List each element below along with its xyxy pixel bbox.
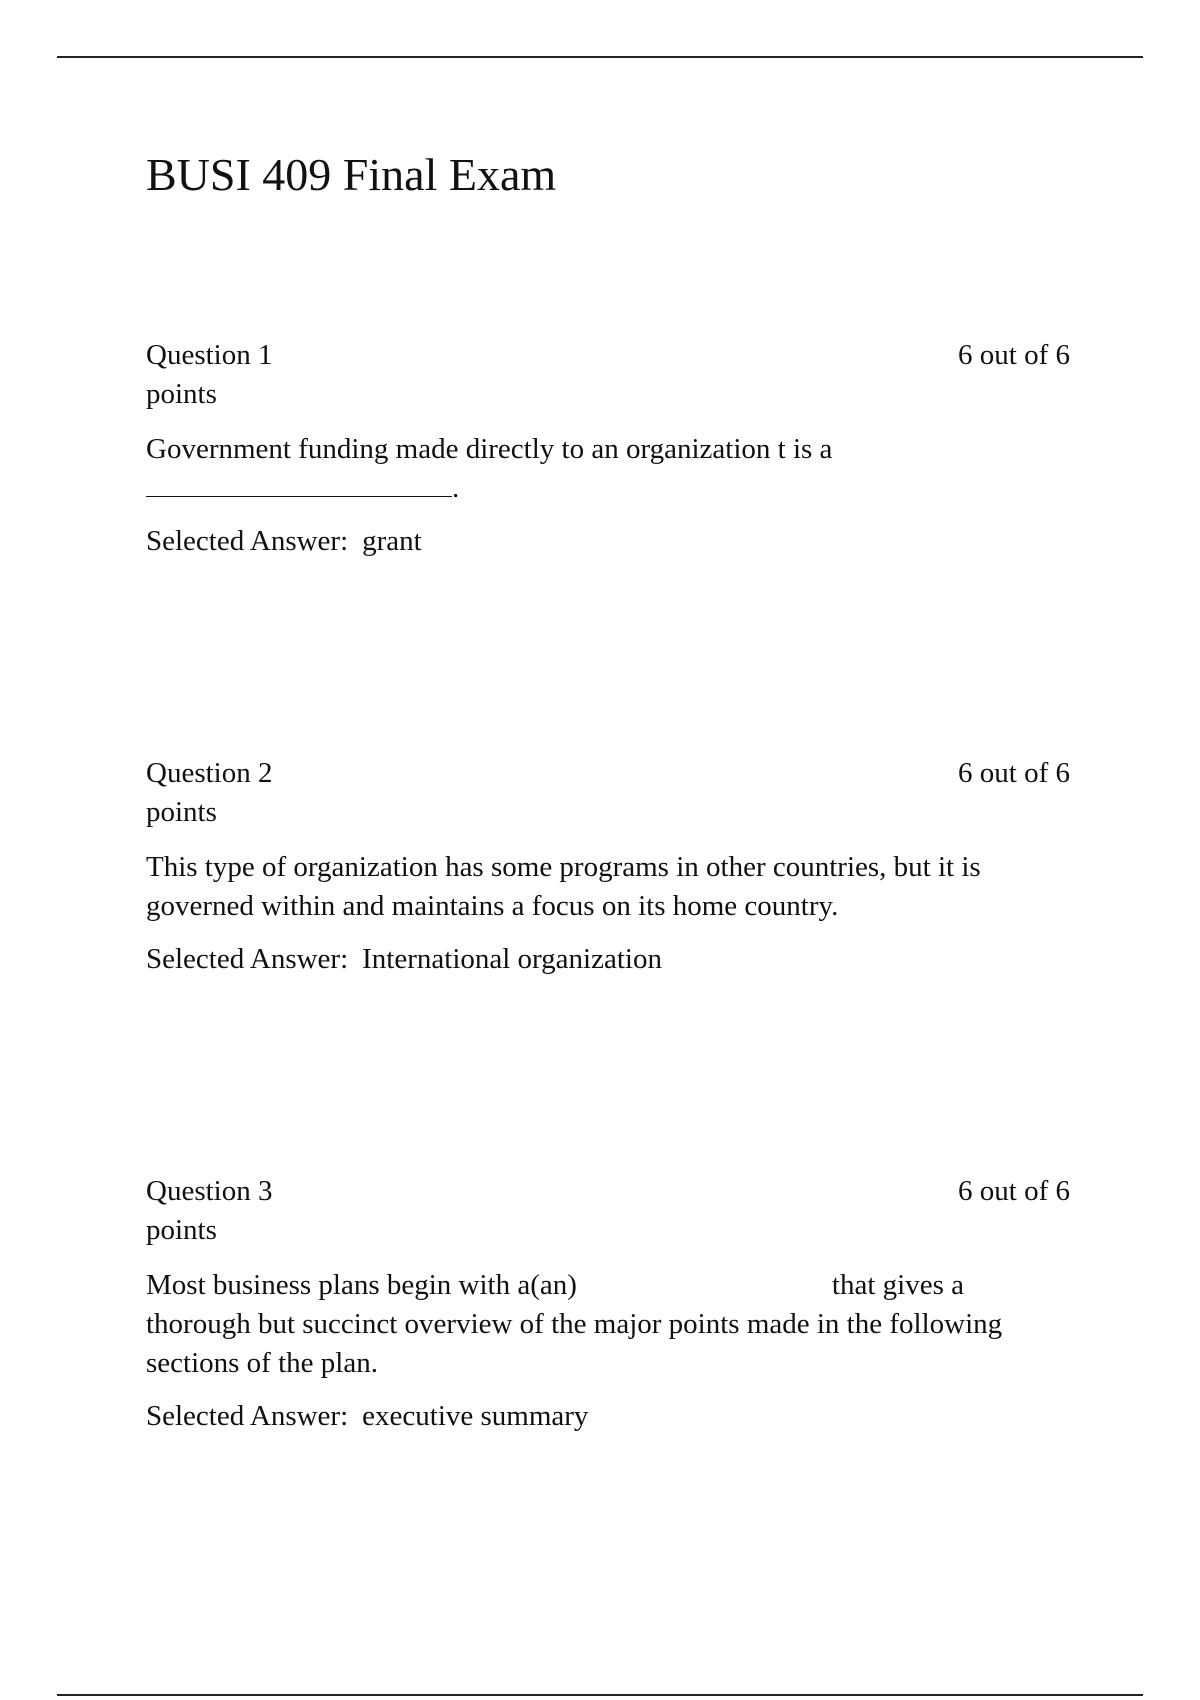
selected-answer-value: executive summary	[362, 1400, 589, 1432]
points-label: points	[146, 378, 217, 410]
question-text-before: Most business plans begin with a(an)	[146, 1269, 577, 1301]
question-score: 6 out of 6	[958, 757, 1070, 789]
question-header	[146, 754, 1070, 793]
question-block-1	[146, 336, 1070, 561]
question-text	[146, 1266, 1070, 1383]
selected-answer	[146, 522, 1070, 561]
page-title: BUSI 409 Final Exam	[146, 149, 557, 200]
points-label: points	[146, 796, 217, 828]
question-block-3	[146, 1172, 1070, 1436]
question-text	[146, 430, 1070, 508]
question-label: Question 1	[146, 339, 273, 371]
selected-answer	[146, 940, 1070, 979]
question-header	[146, 1172, 1070, 1211]
selected-answer-value: International organization	[362, 943, 662, 975]
bottom-rule	[57, 1694, 1143, 1696]
question-text-before: Government funding made directly to an organization t is a	[146, 433, 833, 465]
question-score: 6 out of 6	[958, 339, 1070, 371]
question-text-after: .	[452, 472, 460, 504]
points-label: points	[146, 1214, 217, 1246]
question-text-after: that gives a thorough but succinct overview of the major points made in the following sections of the plan.	[146, 1269, 1003, 1379]
top-rule	[57, 56, 1143, 58]
question-header	[146, 336, 1070, 375]
question-text: This type of organization has some programs in other countries, but it is governed within and maintains a focus on its home country.	[146, 851, 981, 922]
selected-answer-label: Selected Answer:	[146, 525, 349, 557]
question-label: Question 2	[146, 757, 273, 789]
selected-answer-label: Selected Answer:	[146, 1400, 349, 1432]
selected-answer	[146, 1397, 1070, 1436]
question-score: 6 out of 6	[958, 1175, 1070, 1207]
answer-blank	[146, 470, 452, 497]
selected-answer-value: grant	[362, 525, 422, 557]
selected-answer-label: Selected Answer:	[146, 943, 349, 975]
question-block-2	[146, 754, 1070, 979]
question-label: Question 3	[146, 1175, 273, 1207]
